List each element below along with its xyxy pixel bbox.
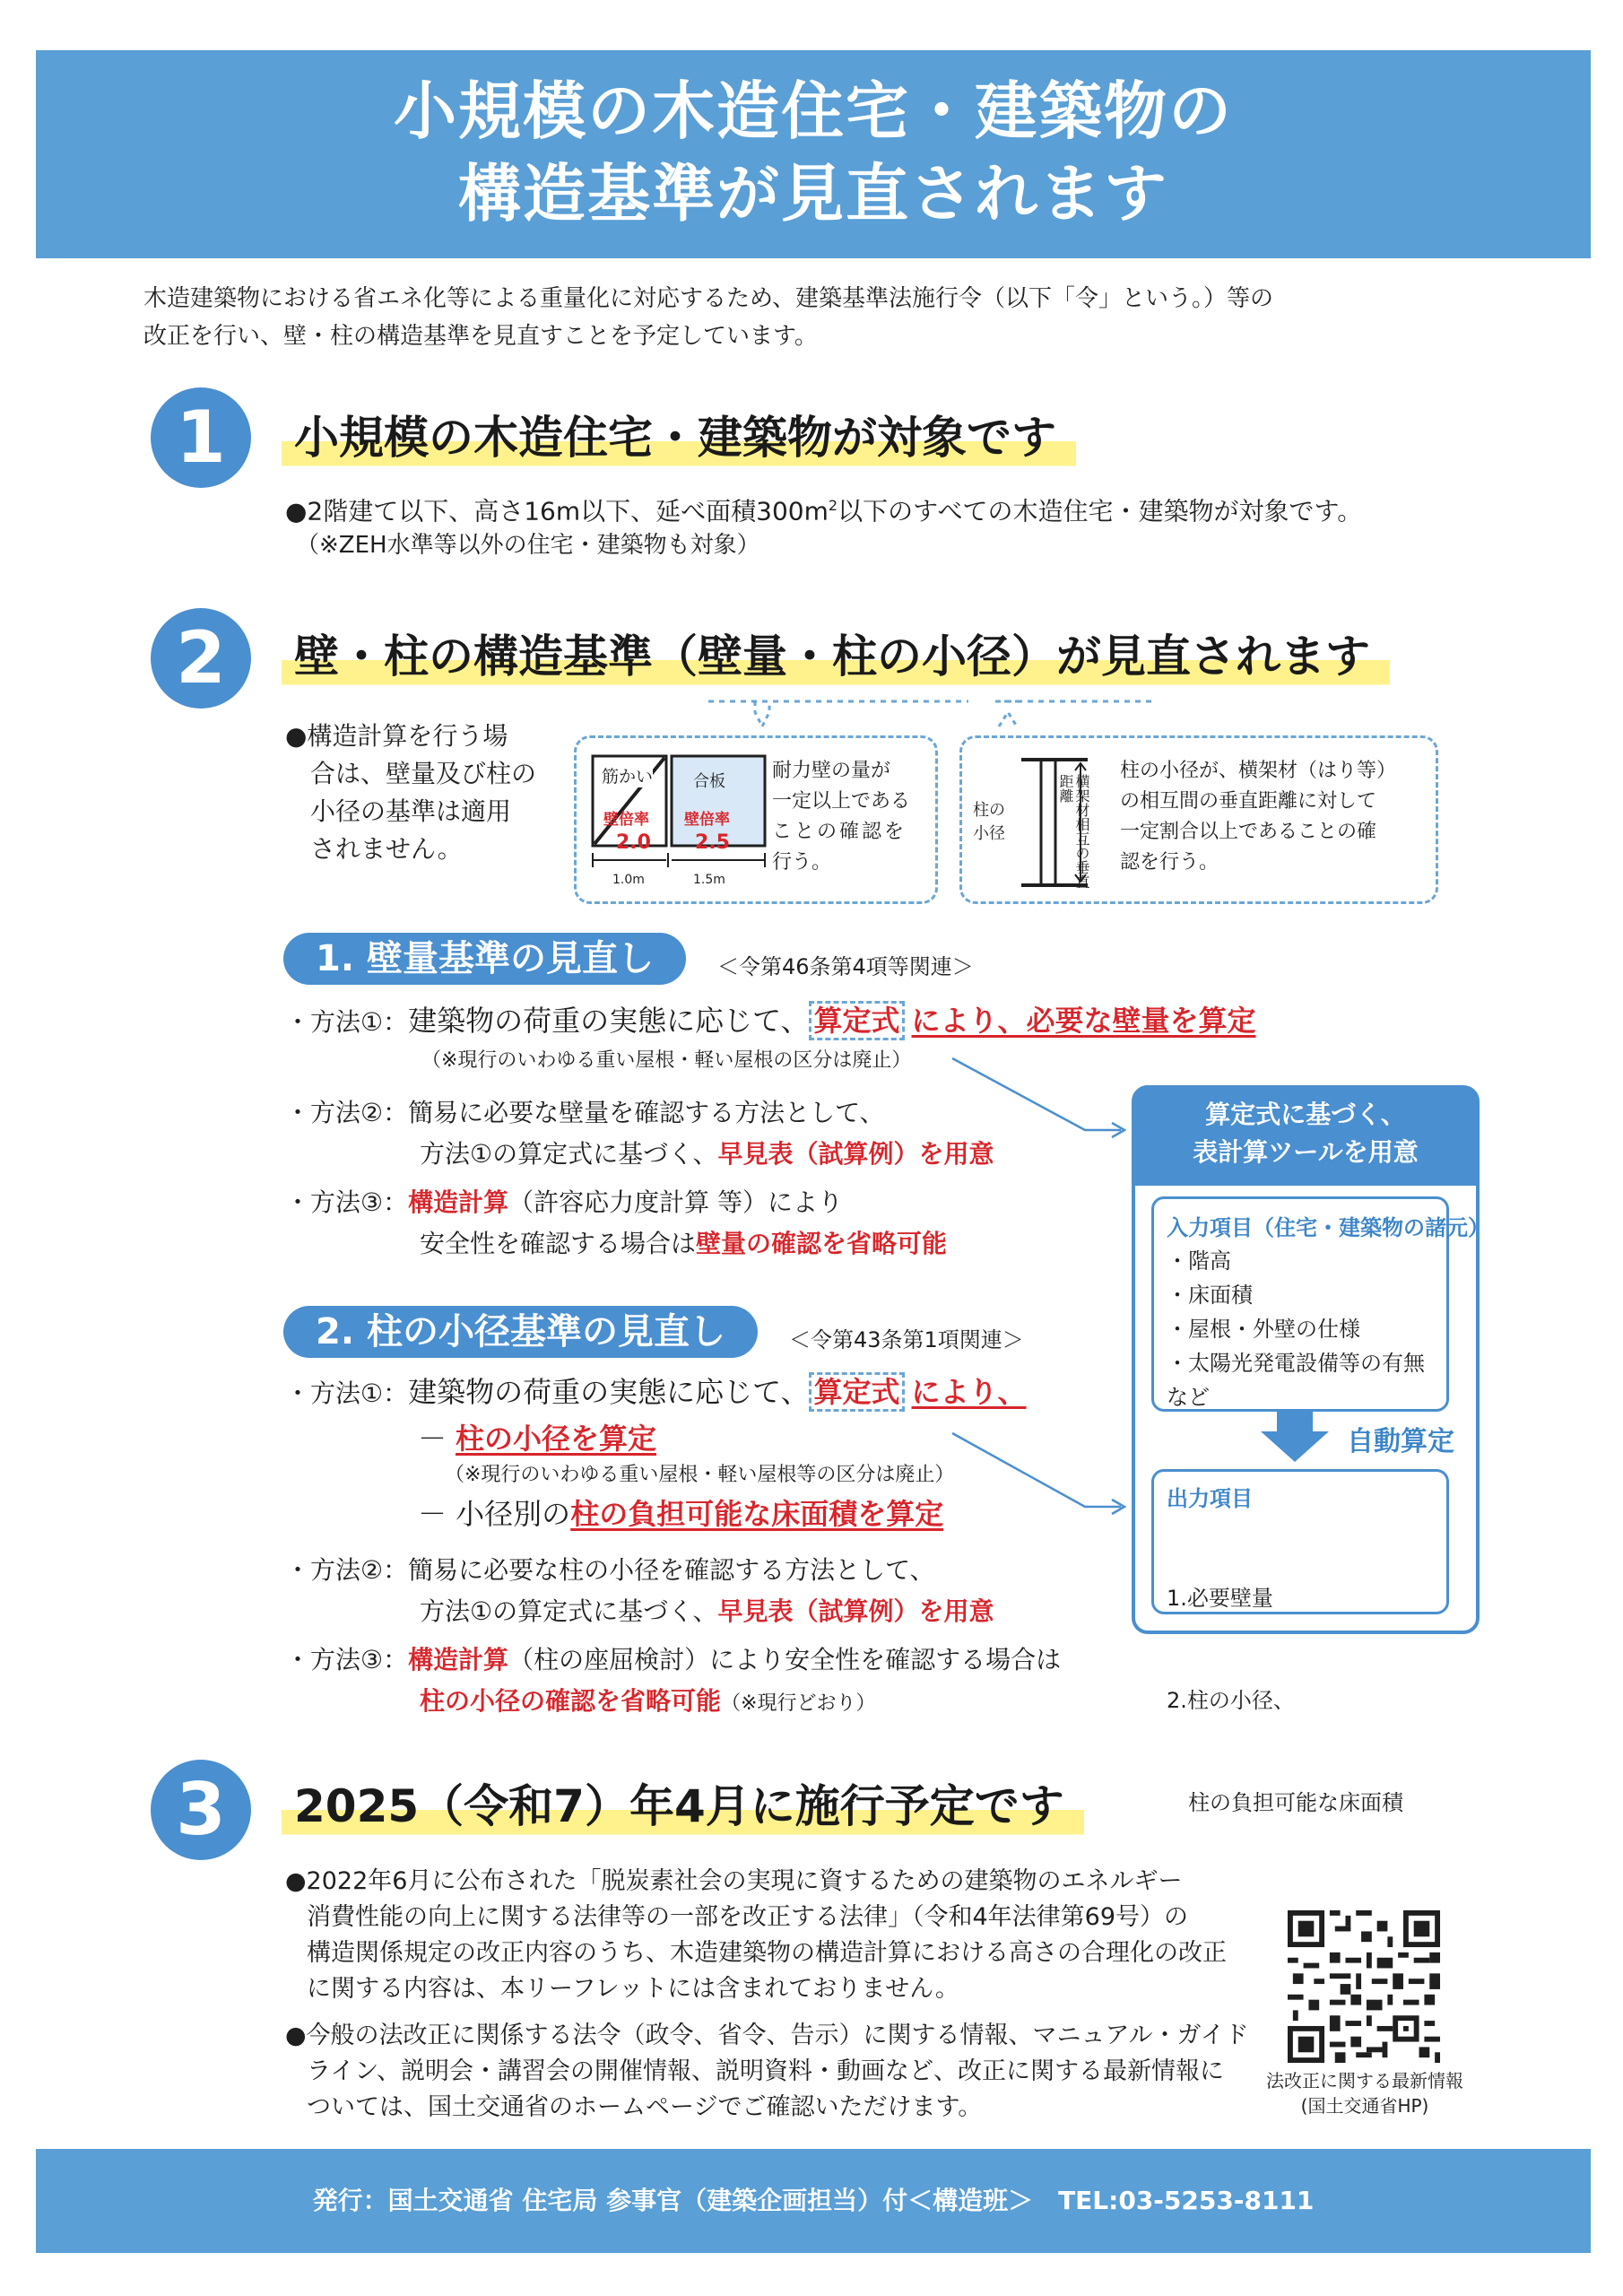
sub2-method3 bbox=[285, 1639, 1061, 1725]
desc-line: の相互間の垂直距離に対して bbox=[1120, 790, 1377, 813]
output-items-box bbox=[1151, 1469, 1449, 1815]
vertical-distance-label: 横架材相互の垂直距離 bbox=[1057, 774, 1090, 889]
input-item: ・床面積 bbox=[1167, 1283, 1253, 1308]
column-box-description bbox=[1120, 756, 1396, 878]
intro-line: 木造建築物における省エネ化等による重量化に対応するため、建築基準法施行令（以下「令」という。）等の bbox=[143, 285, 1273, 312]
method-text: － 小径別の bbox=[418, 1497, 571, 1531]
para-line: ついては、国土交通省のホームページでご確認いただけます。 bbox=[307, 2093, 983, 2121]
output-items-title: 出力項目 bbox=[1167, 1486, 1253, 1511]
method-text: 方法①の算定式に基づく、 bbox=[420, 1596, 718, 1626]
sub2-method1-note: （※現行のいわゆる重い屋根・軽い屋根等の区分は廃止） bbox=[445, 1464, 955, 1486]
tool-header-line: 算定式に基づく、 bbox=[1205, 1100, 1406, 1129]
section-1-number-badge: 1 bbox=[151, 387, 251, 488]
method-text: （許容応力度計算 等）により bbox=[508, 1187, 844, 1217]
method-text: 建築物の荷重の実態に応じて、 bbox=[408, 1375, 810, 1409]
desc-line: 認を行う。 bbox=[1120, 851, 1219, 874]
method-label: ・方法③： bbox=[285, 1187, 409, 1217]
intro-paragraph bbox=[143, 280, 1488, 355]
desc-line: 行う。 bbox=[772, 851, 832, 874]
desc-line: ことの確認を bbox=[772, 821, 907, 843]
method-label: ・方法②： bbox=[285, 1098, 409, 1127]
wall-quantity-box bbox=[574, 735, 938, 904]
qr-code-icon[interactable] bbox=[1288, 1910, 1440, 2063]
bullet-line: されません。 bbox=[310, 834, 463, 864]
para-line: に関する内容は、本リーフレットには含まれておりません。 bbox=[307, 1975, 959, 2003]
bullet-line: 小径の基準は適用 bbox=[310, 796, 512, 826]
method-emphasis: 早見表（試算例）を用意 bbox=[717, 1596, 994, 1626]
formula-term: 算定式 bbox=[809, 1372, 904, 1412]
section-3-number-badge: 3 bbox=[151, 1760, 251, 1860]
method-label: ・方法②： bbox=[285, 1555, 409, 1585]
desc-line: 一定以上である bbox=[772, 790, 911, 813]
intro-line: 改正を行い、壁・柱の構造基準を見直すことを予定しています。 bbox=[143, 323, 818, 350]
output-item: 柱の負担可能な床面積 bbox=[1167, 1790, 1403, 1815]
column-diameter-ref: ＜令第43条第1項関連＞ bbox=[789, 1327, 1024, 1352]
qr-caption bbox=[1246, 2068, 1483, 2118]
sub1-method2 bbox=[285, 1092, 994, 1175]
input-item: ・太陽光発電設備等の有無 bbox=[1167, 1351, 1425, 1376]
wall-quantity-ref: ＜令第46条第4項等関連＞ bbox=[717, 954, 974, 979]
column-label bbox=[973, 799, 1005, 846]
input-items-box bbox=[1151, 1196, 1489, 1412]
desc-line: 一定割合以上であることの確 bbox=[1120, 821, 1377, 843]
method-text: 簡易に必要な柱の小径を確認する方法として、 bbox=[408, 1555, 935, 1585]
method-emphasis: 壁量の確認を省略可能 bbox=[696, 1229, 948, 1258]
section-2-bullet bbox=[285, 718, 536, 868]
para-line: ●今般の法改正に関係する法令（政令、省令、告示）に関する情報、マニュアル・ガイド bbox=[285, 2022, 1249, 2049]
output-items-list bbox=[1167, 1513, 1403, 1888]
plank-ratio-value: 2.5 bbox=[695, 831, 730, 854]
bullet-line: 合は、壁量及び柱の bbox=[310, 759, 537, 788]
para-line: 構造関係規定の改正内容のうち、木造建築物の構造計算における高さの合理化の改正 bbox=[307, 1939, 1227, 1967]
section-1-title: 小規模の木造住宅・建築物が対象です bbox=[282, 402, 1076, 470]
auto-calc-label: 自動算定 bbox=[1347, 1426, 1454, 1457]
method-note: （※現行どおり） bbox=[721, 1692, 876, 1715]
plank-label: 合板 bbox=[693, 772, 725, 791]
down-arrow-icon bbox=[1261, 1412, 1329, 1462]
sub2-method1-dash1 bbox=[418, 1421, 656, 1457]
column-label-line: 小径 bbox=[973, 824, 1005, 843]
section-3-para2 bbox=[285, 2018, 1249, 2126]
brace-label: 筋かい bbox=[602, 763, 653, 787]
method-emphasis: 柱の小径の確認を省略可能 bbox=[420, 1686, 722, 1716]
section-1-bullet bbox=[285, 488, 1362, 529]
brace-ratio-value: 2.0 bbox=[616, 831, 651, 854]
tool-panel-header bbox=[1135, 1089, 1476, 1186]
page-title-line2: 構造基準が見直されます bbox=[458, 157, 1168, 230]
section-2-number-badge: 2 bbox=[151, 608, 251, 709]
dimension-label: 1.5m bbox=[693, 873, 725, 887]
method-emphasis: 構造計算 bbox=[408, 1187, 509, 1217]
input-items-list bbox=[1167, 1244, 1425, 1414]
qr-caption-line: (国土交通省HP) bbox=[1300, 2095, 1429, 2117]
connector-lines bbox=[699, 691, 1022, 741]
method-emphasis: 構造計算 bbox=[408, 1645, 509, 1674]
wall-box-description bbox=[772, 756, 910, 878]
arrow-to-tool bbox=[897, 1022, 1139, 1525]
publisher-footer: 発行：国土交通省 住宅局 参事官（建築企画担当）付＜構造班＞ TEL:03-5253-8111 bbox=[36, 2149, 1591, 2253]
method-emphasis: 早見表（試算例）を用意 bbox=[717, 1139, 994, 1169]
column-diameter-pill: 2. 柱の小径基準の見直し bbox=[283, 1306, 758, 1358]
method-label: ・方法①： bbox=[285, 1378, 409, 1408]
method-text: 建築物の荷重の実態に応じて、 bbox=[408, 1004, 810, 1038]
section-1-note: （※ZEH水準等以外の住宅・建築物も対象） bbox=[296, 532, 760, 559]
output-item: 2.柱の小径、 bbox=[1167, 1688, 1295, 1713]
input-item: ・屋根・外壁の仕様 bbox=[1167, 1317, 1360, 1342]
spreadsheet-tool-panel bbox=[1132, 1085, 1489, 1815]
desc-line: 柱の小径が、横架材（はり等） bbox=[1120, 760, 1397, 782]
dimension-label: 1.0m bbox=[612, 873, 645, 887]
method-text: 方法①の算定式に基づく、 bbox=[420, 1139, 718, 1169]
method-emphasis: により、必要な壁量を算定 bbox=[911, 1004, 1256, 1038]
sub2-method1-dash2 bbox=[418, 1496, 943, 1532]
para-line: 消費性能の向上に関する法律等の一部を改正する法律」（令和4年法律第69号）の bbox=[307, 1903, 1189, 1931]
method-emphasis: 柱の小径を算定 bbox=[456, 1422, 657, 1456]
bullet-line: ●構造計算を行う場 bbox=[285, 721, 508, 751]
formula-term: 算定式 bbox=[809, 1001, 904, 1040]
method-emphasis: 柱の負担可能な床面積を算定 bbox=[570, 1497, 944, 1531]
title-banner bbox=[36, 50, 1591, 258]
input-item: ・階高 bbox=[1167, 1248, 1231, 1274]
dash-mark: － bbox=[418, 1422, 447, 1456]
para-line: ライン、説明会・講習会の開催情報、説明資料・動画など、改正に関する最新情報に bbox=[307, 2057, 1225, 2085]
desc-line: 耐力壁の量が bbox=[772, 760, 891, 782]
section-3-title: 2025（令和7）年4月に施行予定です bbox=[282, 1770, 1084, 1839]
method-text: 簡易に必要な壁量を確認する方法として、 bbox=[408, 1098, 885, 1127]
section-2-title: 壁・柱の構造基準（壁量・柱の小径）が見直されます bbox=[282, 621, 1390, 689]
wall-quantity-pill: 1. 壁量基準の見直し bbox=[283, 933, 686, 985]
section-3-para1 bbox=[285, 1864, 1227, 2007]
column-diameter-box bbox=[959, 735, 1438, 904]
input-item: など bbox=[1167, 1385, 1210, 1410]
page-title-line1: 小規模の木造住宅・建築物の bbox=[394, 74, 1233, 148]
method-label: ・方法③： bbox=[285, 1645, 409, 1674]
connector-lines-2 bbox=[995, 691, 1175, 741]
sub1-method1-note: （※現行のいわゆる重い屋根・軽い屋根の区分は廃止） bbox=[421, 1049, 912, 1072]
para-line: ●2022年6月に公布された「脱炭素社会の実現に資するための建築物のエネルギー bbox=[285, 1867, 1183, 1895]
sub2-method2 bbox=[285, 1550, 994, 1632]
section-1-bullet-a: ●2階建て以下、高さ16m以下、延べ面積300m bbox=[285, 496, 829, 526]
qr-caption-line: 法改正に関する最新情報 bbox=[1266, 2070, 1463, 2092]
section-1-bullet-b: 以下のすべての木造住宅・建築物が対象です。 bbox=[838, 496, 1363, 526]
output-item: 1.必要壁量 bbox=[1167, 1586, 1273, 1611]
method-text: 安全性を確認する場合は bbox=[420, 1229, 697, 1258]
column-label-line: 柱の bbox=[973, 801, 1005, 820]
brace-ratio-label: 壁倍率 bbox=[603, 811, 649, 829]
method-emphasis: により、 bbox=[911, 1375, 1027, 1409]
plank-ratio-label: 壁倍率 bbox=[684, 811, 730, 829]
tool-header-line: 表計算ツールを用意 bbox=[1193, 1137, 1419, 1167]
superscript: 2 bbox=[828, 497, 838, 514]
method-label: ・方法①： bbox=[285, 1007, 409, 1037]
method-text: （柱の座屈検討）により安全性を確認する場合は bbox=[508, 1645, 1062, 1674]
sub1-method3 bbox=[285, 1182, 947, 1265]
input-items-title: 入力項目（住宅・建築物の諸元） bbox=[1167, 1215, 1489, 1240]
